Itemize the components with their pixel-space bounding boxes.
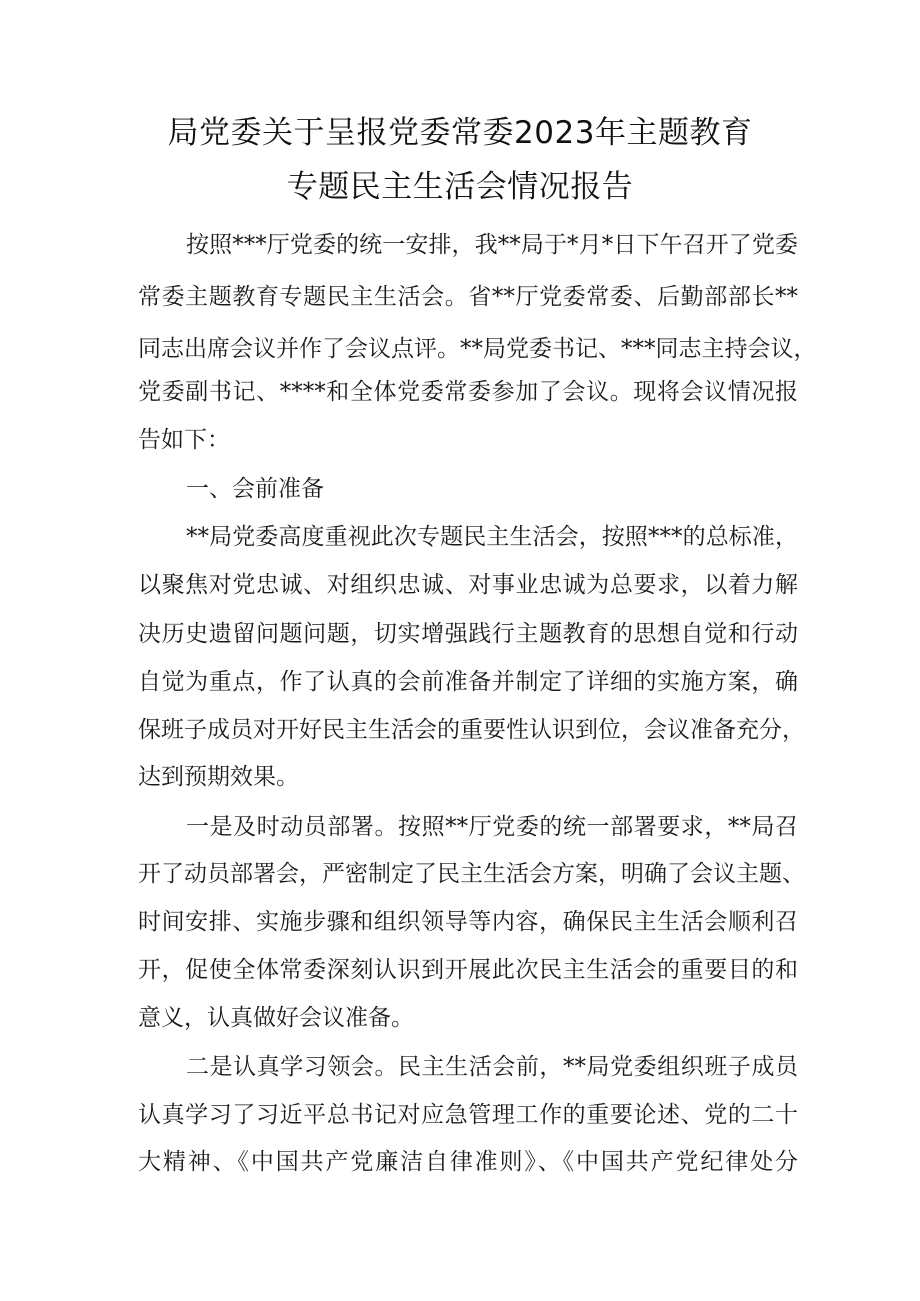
document-title-line-2: 专题民主生活会情况报告	[286, 169, 634, 205]
paragraph-2-line-6: 达到预期效果。	[138, 764, 299, 790]
paragraph-3-line-3: 时间安排、实施步骤和组织领导等内容，确保民主生活会顺利召	[138, 909, 798, 935]
paragraph-3-line-1: 一是及时动员部署。按照**厅党委的统一部署要求，**局召	[186, 814, 798, 840]
paragraph-1-line-3: 同志出席会议并作了会议点评。**局党委书记、***同志主持会议，	[138, 336, 817, 362]
paragraph-4-line-1: 二是认真学习领会。民主生活会前，**局党委组织班子成员	[186, 1054, 798, 1080]
paragraph-1-line-5: 告如下：	[138, 427, 230, 453]
paragraph-3-line-5: 意义，认真做好会议准备。	[138, 1005, 414, 1031]
paragraph-2-line-1: **局党委高度重视此次专题民主生活会，按照***的总标准，	[186, 524, 798, 550]
paragraph-2-line-4: 自觉为重点，作了认真的会前准备并制定了详细的实施方案，确	[138, 669, 798, 695]
paragraph-4-line-3: 大精神、《中国共产党廉洁自律准则》、《中国共产党纪律处分	[138, 1149, 798, 1175]
paragraph-3-line-4: 开，促使全体常委深刻认识到开展此次民主生活会的重要目的和	[138, 957, 798, 983]
section-heading-1: 一、会前准备	[186, 476, 324, 502]
paragraph-4-line-2: 认真学习了习近平总书记对应急管理工作的重要论述、党的二十	[138, 1102, 798, 1128]
document-title-line-1: 局党委关于呈报党委常委2023年主题教育	[167, 115, 753, 151]
paragraph-1-line-1: 按照***厅党委的统一安排，我**局于*月*日下午召开了党委	[186, 232, 798, 258]
paragraph-2-line-5: 保班子成员对开好民主生活会的重要性认识到位，会议准备充分，	[138, 717, 805, 743]
paragraph-1-line-4: 党委副书记、****和全体党委常委参加了会议。现将会议情况报	[138, 379, 798, 405]
paragraph-2-line-2: 以聚焦对党忠诚、对组织忠诚、对事业忠诚为总要求，以着力解	[138, 572, 798, 598]
paragraph-3-line-2: 开了动员部署会，严密制定了民主生活会方案，明确了会议主题、	[138, 861, 805, 887]
paragraph-2-line-3: 决历史遗留问题问题，切实增强践行主题教育的思想自觉和行动	[138, 621, 798, 647]
paragraph-1-line-2: 常委主题教育专题民主生活会。省**厅党委常委、后勤部部长**	[138, 284, 798, 310]
